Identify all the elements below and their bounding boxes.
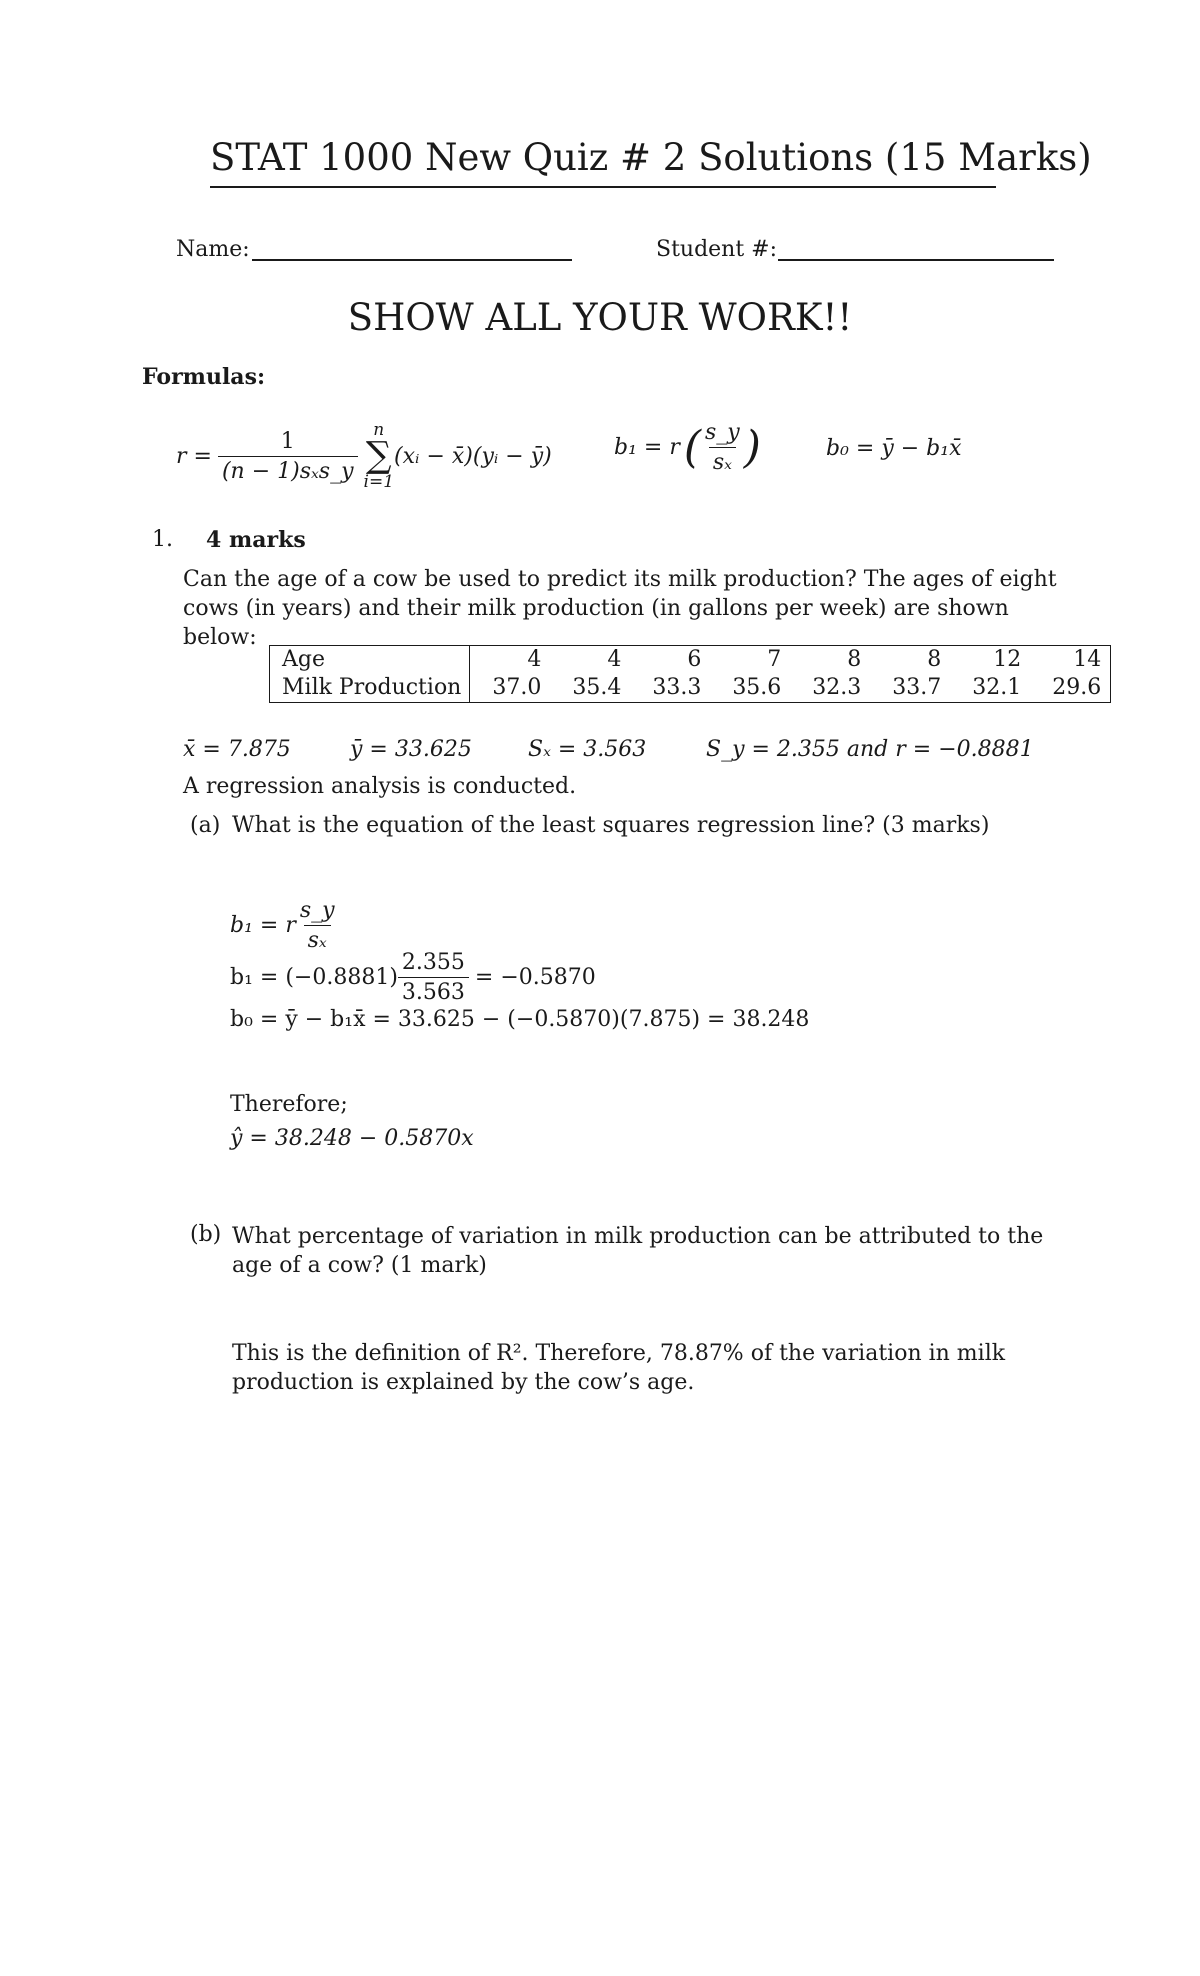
r-formula-numerator: 1 [280, 428, 295, 454]
r-formula-lhs: r = [176, 443, 212, 469]
row-label: Milk Production [270, 674, 470, 702]
formulas-heading: Formulas: [142, 364, 266, 390]
slope-step-2: b₁ = (−0.8881) $\frac{2.355}{3.563}$ = −0.5870 [230, 950, 596, 1005]
part-a-label: (a) [190, 813, 221, 838]
row-label: Age [270, 646, 470, 674]
table-row-milk: Milk Production 37.0 35.4 33.3 35.6 32.3 33.7 32.1 29.6 [270, 674, 1110, 702]
r-formula-fraction [218, 429, 358, 484]
name-label: Name: [176, 237, 250, 262]
part-b-answer: This is the definition of R². Therefore, 78.87% of the variation in milk production is explained by the cow’s age. [232, 1341, 1006, 1395]
stat-sy-r: S_y = 2.355 and r = −0.8881 [706, 737, 1034, 762]
part-b-question: What percentage of variation in milk production can be attributed to the age of a cow? (1 mark) [232, 1224, 1044, 1278]
stat-sx: Sₓ = 3.563 [528, 737, 647, 762]
student-number-field-line [778, 259, 1054, 261]
question-number: 1. [152, 527, 173, 552]
data-table [269, 645, 1111, 703]
intercept-step: b₀ = ȳ − b₁x̄ = 33.625 − (−0.5870)(7.875) = 38.248 [230, 1007, 810, 1032]
analysis-note: A regression analysis is conducted. [183, 774, 577, 799]
question-text: Can the age of a cow be used to predict its milk production? The ages of eight cows (in years) and their milk production (in gallons per week) are shown below: [183, 567, 1057, 650]
r-formula-denominator: (n − 1)sₓs_y [218, 456, 358, 484]
b1-formula-lhs: b₁ = r [614, 435, 680, 460]
student-number-label: Student #: [656, 237, 778, 262]
slope-step-1: b₁ = r $\frac{s\_y}{\text{sₓ}}$ [230, 898, 335, 953]
intercept-formula: b₀ = ȳ − b₁x̄ [826, 436, 962, 461]
summation-symbol: n ∑ i=1 [363, 420, 395, 492]
correlation-formula [176, 420, 552, 492]
stat-ybar: ȳ = 33.625 [350, 737, 472, 762]
therefore-text: Therefore; [230, 1092, 348, 1117]
stat-xbar: x̄ = 7.875 [183, 737, 291, 762]
question-marks: 4 marks [206, 527, 306, 553]
title-underline [210, 186, 996, 188]
part-b-label: (b) [190, 1222, 222, 1247]
b1-formula-fraction: $\frac{s\_y}{\text{sₓ}}$ [705, 420, 740, 475]
page-title: STAT 1000 New Quiz # 2 Solutions (15 Marks) [210, 136, 1092, 179]
part-a-question: What is the equation of the least squares regression line? (3 marks) [232, 813, 990, 838]
slope-formula: b₁ = r ( $\frac{s\_y}{\text{sₓ}}$ ) [614, 420, 761, 475]
show-work-heading: SHOW ALL YOUR WORK!! [347, 296, 853, 339]
sum-lower-limit: i=1 [363, 472, 395, 492]
sum-upper-limit: n [373, 420, 385, 440]
regression-line-result: ŷ = 38.248 − 0.5870x [230, 1126, 474, 1151]
name-field-line [252, 259, 572, 261]
table-row-age: Age 4 4 6 7 8 8 12 14 [270, 646, 1110, 674]
r-formula-body: (xᵢ − x̄)(yᵢ − ȳ) [394, 443, 552, 469]
